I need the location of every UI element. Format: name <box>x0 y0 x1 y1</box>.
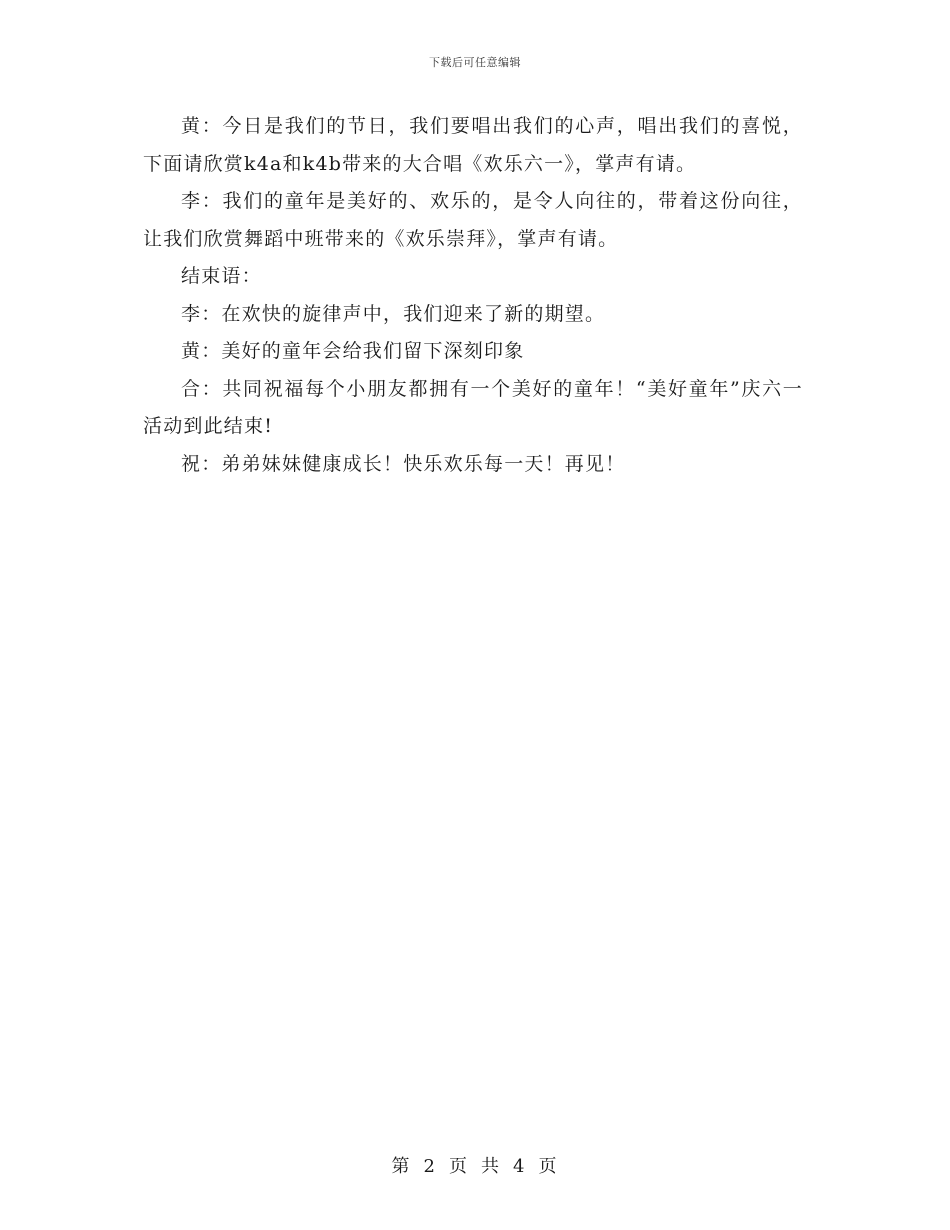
paragraph: 合：共同祝福每个小朋友都拥有一个美好的童年！“美好童年”庆六一活动到此结束! <box>143 377 803 437</box>
footer-total-word: 共 <box>481 1156 501 1177</box>
footer-page-word: 页 <box>449 1156 469 1177</box>
footer-prefix: 第 <box>391 1156 412 1177</box>
paragraph: 祝：弟弟妹妹健康成长！快乐欢乐每一天！再见！ <box>181 452 626 475</box>
document-body <box>143 108 803 483</box>
paragraph: 黄：美好的童年会给我们留下深刻印象 <box>181 340 525 362</box>
page-footer <box>0 1152 950 1178</box>
paragraph: 李：在欢快的旋律声中，我们迎来了新的期望。 <box>181 302 606 325</box>
paragraph: 李：我们的童年是美好的、欢乐的，是令人向往的，带着这份向往，让我们欣赏舞蹈中班带来的《欢乐崇拜》，掌声有请。 <box>143 190 803 250</box>
footer-total-pages: 4 <box>513 1156 527 1177</box>
footer-suffix: 页 <box>538 1156 559 1177</box>
paragraph: 黄：今日是我们的节日，我们要唱出我们的心声，唱出我们的喜悦，下面请欣赏k4a和k4b带来的大合唱《欢乐六一》，掌声有请。 <box>143 115 803 175</box>
footer-current-page: 2 <box>423 1156 437 1177</box>
paragraph: 结束语： <box>181 265 262 287</box>
page-header: 下载后可任意编辑 <box>429 56 521 69</box>
